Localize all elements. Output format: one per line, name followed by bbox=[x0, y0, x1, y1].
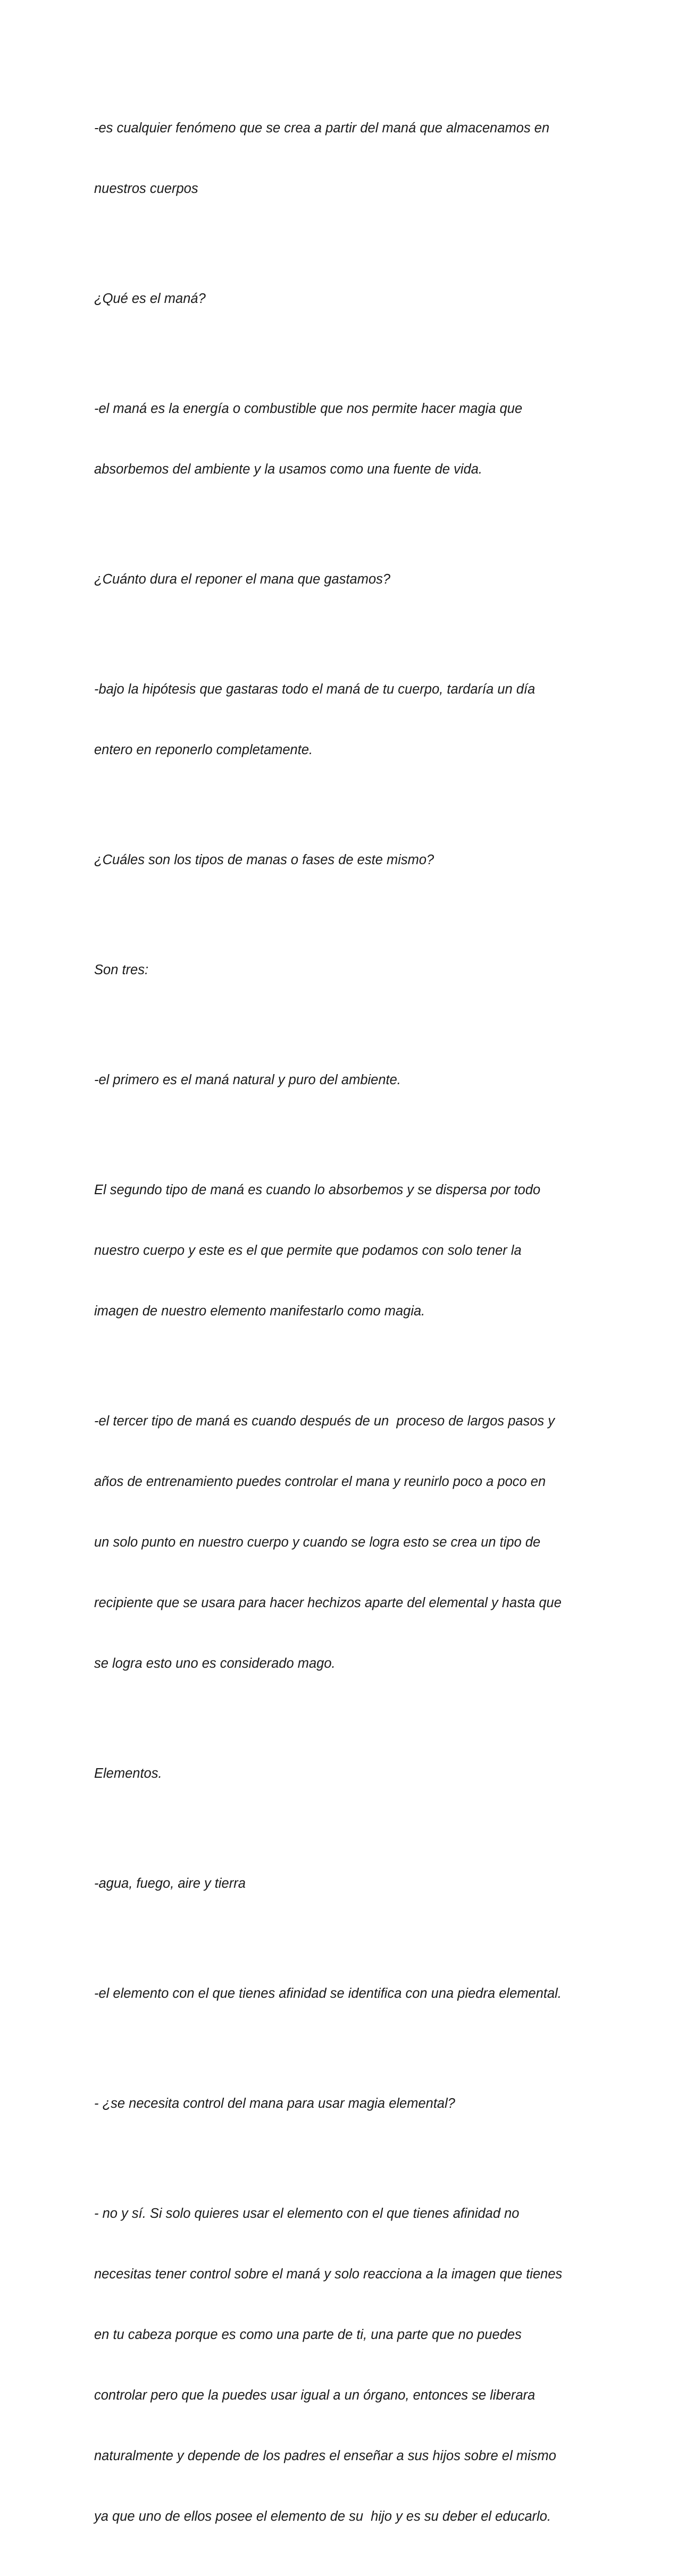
text-line: un solo punto en nuestro cuerpo y cuando se logra esto se crea un tipo de bbox=[94, 1535, 541, 1550]
text-line: ya que uno de ellos posee el elemento de su hijo y es su deber el educarlo. bbox=[94, 2509, 551, 2524]
text-line: -el elemento con el que tienes afinidad se identifica con una piedra elemental. bbox=[94, 1986, 562, 2001]
text-line: recipiente que se usara para hacer hechizos aparte del elemental y hasta que bbox=[94, 1595, 562, 1610]
paragraph-elements-heading bbox=[94, 1723, 594, 1824]
text-line: controlar pero que la puedes usar igual a un órgano, entonces se liberara bbox=[94, 2388, 535, 2403]
text-line: Elementos. bbox=[94, 1766, 162, 1781]
text-line: imagen de nuestro elemento manifestarlo como magia. bbox=[94, 1304, 425, 1319]
text-line: - no y sí. Si solo quieres usar el elemento con el que tienes afinidad no bbox=[94, 2206, 520, 2221]
paragraph-type-one bbox=[94, 1029, 594, 1130]
text-line: - ¿se necesita control del mana para usar magia elemental? bbox=[94, 2096, 455, 2111]
paragraph-types-count bbox=[94, 919, 594, 1020]
paragraph-type-three bbox=[94, 1371, 594, 1714]
text-line: años de entrenamiento puedes controlar el mana y reunirlo poco a poco en bbox=[94, 1474, 546, 1489]
text-line: en tu cabeza porque es como una parte de ti, una parte que no puedes bbox=[94, 2327, 522, 2342]
text-line: ¿Cuáles son los tipos de manas o fases de este mismo? bbox=[94, 852, 434, 867]
paragraph-type-two bbox=[94, 1139, 594, 1362]
text-line: naturalmente y depende de los padres el enseñar a sus hijos sobre el mismo bbox=[94, 2448, 556, 2463]
text-line: absorbemos del ambiente y la usamos como una fuente de vida. bbox=[94, 462, 483, 477]
paragraph-elements-affinity bbox=[94, 1943, 594, 2044]
text-line: -es cualquier fenómeno que se crea a partir del maná que almacenamos en bbox=[94, 121, 550, 136]
text-line: -bajo la hipótesis que gastaras todo el maná de tu cuerpo, tardaría un día bbox=[94, 682, 535, 697]
text-line: ¿Qué es el maná? bbox=[94, 291, 206, 306]
paragraph-answer-recovery bbox=[94, 639, 594, 800]
paragraph-question-recovery bbox=[94, 529, 594, 630]
text-line: -agua, fuego, aire y tierra bbox=[94, 1876, 246, 1891]
paragraph-answer-control bbox=[94, 2163, 594, 2567]
text-line: entero en reponerlo completamente. bbox=[94, 742, 313, 757]
paragraph-answer-mana bbox=[94, 358, 594, 520]
text-line: se logra esto uno es considerado mago. bbox=[94, 1656, 336, 1671]
text-line: Son tres: bbox=[94, 962, 149, 977]
paragraph-question-types bbox=[94, 809, 594, 910]
text-line: -el primero es el maná natural y puro del ambiente. bbox=[94, 1072, 401, 1087]
text-line: nuestro cuerpo y este es el que permite que podamos con solo tener la bbox=[94, 1243, 522, 1258]
text-line: -el maná es la energía o combustible que nos permite hacer magia que bbox=[94, 401, 523, 416]
paragraph-definition-answer bbox=[94, 78, 594, 239]
document-body bbox=[94, 78, 594, 2576]
text-line: El segundo tipo de maná es cuando lo absorbemos y se dispersa por todo bbox=[94, 1183, 541, 1197]
paragraph-question-control bbox=[94, 2053, 594, 2154]
text-line: -el tercer tipo de maná es cuando después de un proceso de largos pasos y bbox=[94, 1414, 555, 1429]
text-line: ¿Cuánto dura el reponer el mana que gastamos? bbox=[94, 572, 391, 587]
paragraph-question-mana bbox=[94, 248, 594, 349]
text-line: necesitas tener control sobre el maná y solo reacciona a la imagen que tienes bbox=[94, 2267, 563, 2282]
paragraph-elements-list bbox=[94, 1833, 594, 1934]
text-line: nuestros cuerpos bbox=[94, 181, 198, 196]
